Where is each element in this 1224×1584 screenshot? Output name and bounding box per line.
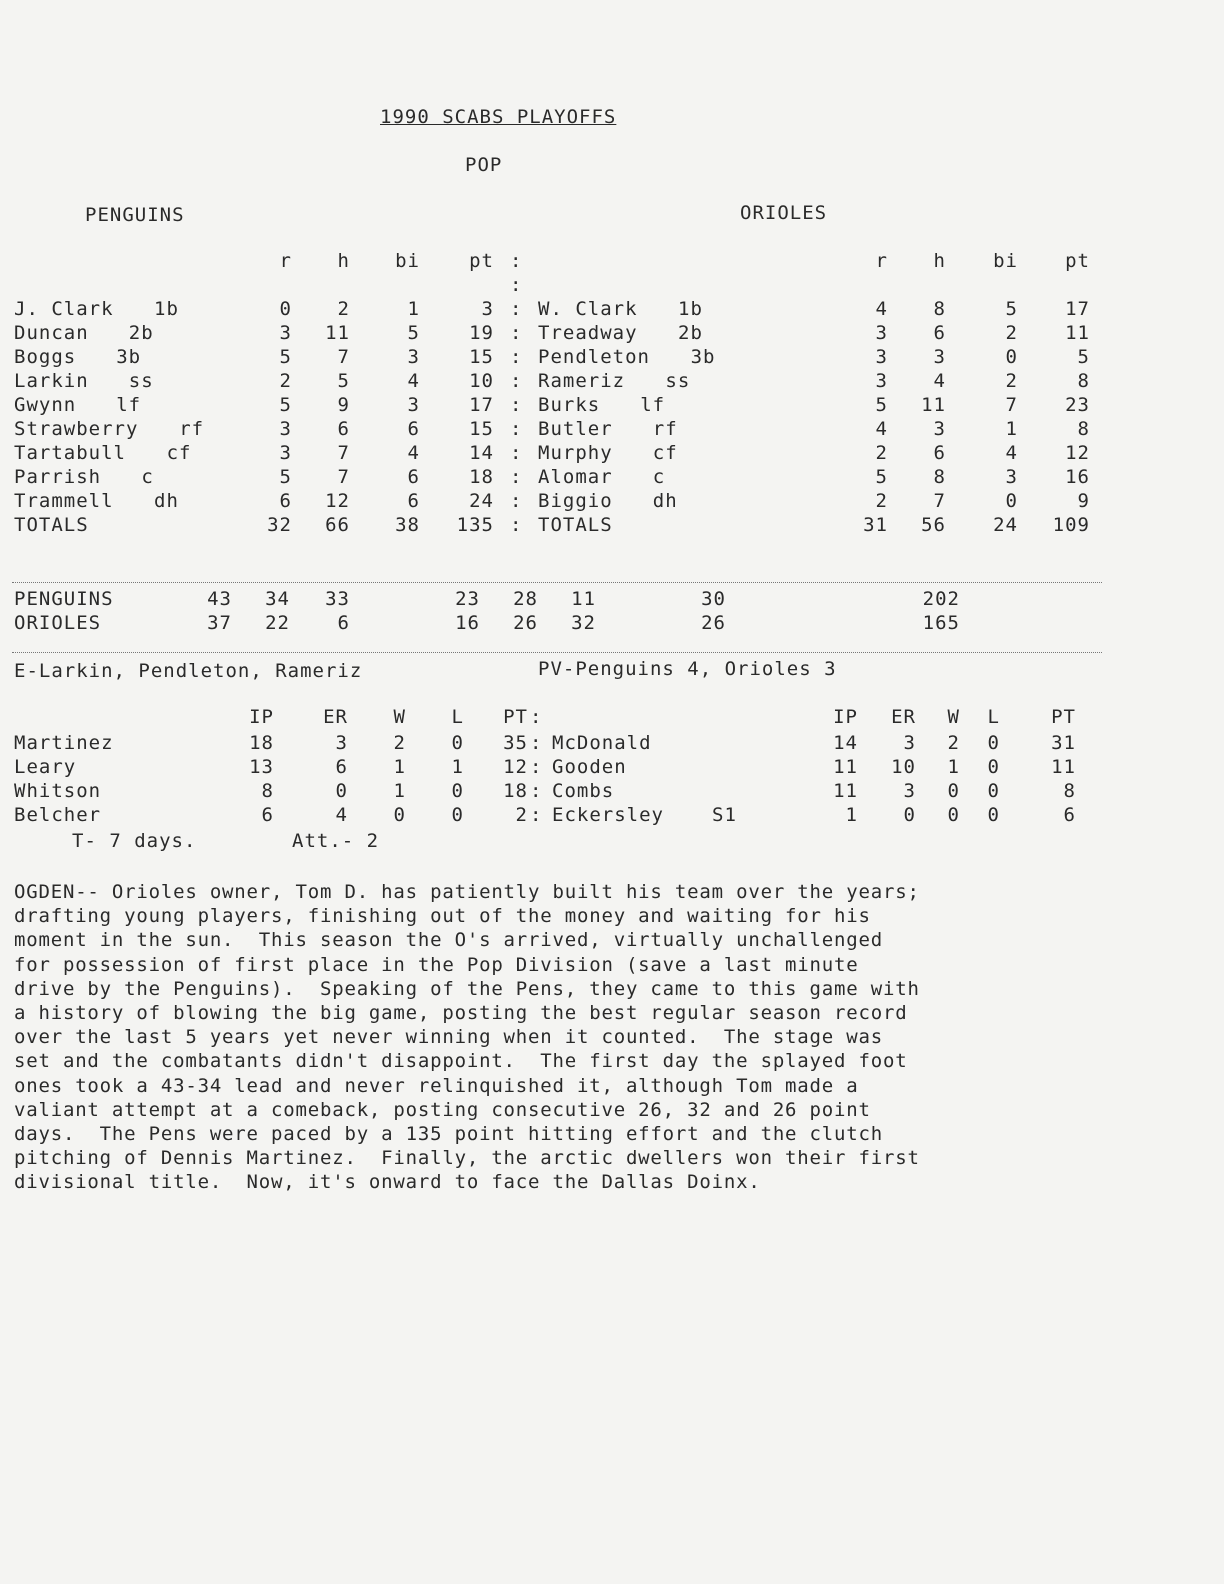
column-divider: : bbox=[510, 274, 523, 296]
stat-cell: 6 bbox=[335, 756, 348, 778]
stat-cell: 38 bbox=[395, 514, 420, 536]
column-header: IP bbox=[249, 706, 274, 728]
stat-cell: 8 bbox=[933, 298, 946, 320]
column-divider: : bbox=[510, 322, 523, 344]
stat-cell: 1 bbox=[947, 756, 960, 778]
column-header: h bbox=[933, 250, 946, 272]
day-score: 23 bbox=[455, 588, 480, 610]
player-position: c bbox=[141, 466, 154, 488]
stat-cell: 3 bbox=[903, 780, 916, 802]
column-divider: : bbox=[530, 780, 543, 802]
stat-cell: 4 bbox=[407, 370, 420, 392]
stat-cell: 0 bbox=[903, 804, 916, 826]
stat-cell: 14 bbox=[469, 442, 494, 464]
stat-cell: 7 bbox=[337, 346, 350, 368]
player-name: TOTALS bbox=[538, 514, 613, 536]
stat-cell: 2 bbox=[279, 370, 292, 392]
column-divider: : bbox=[510, 418, 523, 440]
day-score: 32 bbox=[571, 612, 596, 634]
day-score: 37 bbox=[207, 612, 232, 634]
stat-cell: 56 bbox=[921, 514, 946, 536]
stat-cell: 3 bbox=[933, 418, 946, 440]
stat-cell: 4 bbox=[335, 804, 348, 826]
stat-cell: 32 bbox=[267, 514, 292, 536]
player-position: 2b bbox=[128, 322, 154, 344]
column-header: W bbox=[393, 706, 406, 728]
stat-cell: 11 bbox=[833, 780, 858, 802]
column-header: bi bbox=[395, 250, 420, 272]
player-position: dh bbox=[652, 490, 678, 512]
stat-cell: 31 bbox=[1051, 732, 1076, 754]
stat-cell: 15 bbox=[469, 418, 494, 440]
player-name: W. Clark bbox=[538, 298, 638, 320]
stat-cell: 0 bbox=[1005, 490, 1018, 512]
column-header: L bbox=[451, 706, 464, 728]
stat-cell: 135 bbox=[456, 514, 494, 536]
column-header: PT bbox=[1051, 706, 1076, 728]
stat-cell: 6 bbox=[1063, 804, 1076, 826]
player-position: 2b bbox=[678, 322, 703, 344]
stat-cell: 3 bbox=[903, 732, 916, 754]
stat-cell: 6 bbox=[261, 804, 274, 826]
column-header: h bbox=[337, 250, 350, 272]
stat-cell: 0 bbox=[1005, 346, 1018, 368]
day-score: 26 bbox=[513, 612, 538, 634]
player-position: dh bbox=[154, 490, 179, 512]
player-position: ss bbox=[665, 370, 691, 392]
stat-cell: 3 bbox=[875, 346, 888, 368]
stat-cell: 4 bbox=[933, 370, 946, 392]
column-divider: : bbox=[510, 442, 523, 464]
player-name: Alomar bbox=[538, 466, 613, 488]
player-name: Larkin bbox=[14, 370, 89, 392]
page-title: 1990 SCABS PLAYOFFS bbox=[380, 106, 617, 128]
column-divider: : bbox=[510, 490, 523, 512]
stat-cell: 1 bbox=[1005, 418, 1018, 440]
day-score: 16 bbox=[455, 612, 480, 634]
stat-cell: 16 bbox=[1065, 466, 1090, 488]
column-header: pt bbox=[1065, 250, 1090, 272]
penguins-heading: PENGUINS bbox=[85, 204, 185, 226]
player-name: Biggio bbox=[538, 490, 613, 512]
division-heading: POP bbox=[465, 154, 503, 176]
stat-cell: 10 bbox=[891, 756, 916, 778]
column-divider: : bbox=[530, 732, 543, 754]
pitcher-name: Eckersley bbox=[552, 804, 664, 826]
stat-cell: 3 bbox=[407, 346, 420, 368]
pv-line: PV-Penguins 4, Orioles 3 bbox=[538, 658, 837, 680]
stat-cell: 6 bbox=[933, 322, 946, 344]
column-header: r bbox=[875, 250, 888, 272]
stat-cell: 13 bbox=[249, 756, 274, 778]
stat-cell: 1 bbox=[393, 780, 406, 802]
stat-cell: 12 bbox=[503, 756, 528, 778]
column-header: ER bbox=[323, 706, 348, 728]
stat-cell: 2 bbox=[1005, 370, 1018, 392]
time-of-game: T- 7 days. bbox=[72, 830, 197, 852]
player-position: 3b bbox=[116, 346, 142, 368]
player-name: Parrish bbox=[14, 466, 102, 488]
stat-cell: 3 bbox=[875, 370, 888, 392]
pitcher-name: Gooden bbox=[552, 756, 627, 778]
player-name: Treadway bbox=[538, 322, 638, 344]
column-header: ER bbox=[891, 706, 916, 728]
stat-cell: 3 bbox=[1005, 466, 1018, 488]
stat-cell: 9 bbox=[1077, 490, 1090, 512]
team-name: ORIOLES bbox=[14, 612, 102, 634]
player-name: Duncan bbox=[14, 322, 89, 344]
stat-cell: 2 bbox=[515, 804, 528, 826]
player-name: Pendleton bbox=[538, 346, 650, 368]
column-header: pt bbox=[469, 250, 494, 272]
stat-cell: 8 bbox=[1063, 780, 1076, 802]
player-name: Strawberry bbox=[14, 418, 139, 440]
stat-cell: 2 bbox=[393, 732, 406, 754]
column-divider: : bbox=[510, 346, 523, 368]
pitcher-name: Whitson bbox=[14, 780, 102, 802]
stat-cell: 6 bbox=[337, 418, 350, 440]
stat-cell: 8 bbox=[261, 780, 274, 802]
stat-cell: 6 bbox=[933, 442, 946, 464]
stat-cell: 0 bbox=[451, 732, 464, 754]
player-name: TOTALS bbox=[14, 514, 89, 536]
stat-cell: 12 bbox=[325, 490, 350, 512]
stat-cell: 3 bbox=[279, 322, 292, 344]
column-divider: : bbox=[530, 706, 543, 728]
stat-cell: 0 bbox=[987, 756, 1000, 778]
player-name: Boggs bbox=[14, 346, 77, 368]
column-divider: : bbox=[510, 394, 523, 416]
player-position: rf bbox=[652, 418, 678, 440]
stat-cell: 18 bbox=[503, 780, 528, 802]
stat-cell: 6 bbox=[407, 466, 420, 488]
player-position: cf bbox=[166, 442, 192, 464]
stat-cell: 5 bbox=[279, 346, 292, 368]
column-divider: : bbox=[510, 298, 523, 320]
stat-cell: 8 bbox=[933, 466, 946, 488]
stat-cell: 2 bbox=[875, 442, 888, 464]
player-position: lf bbox=[116, 394, 142, 416]
player-name: Butler bbox=[538, 418, 613, 440]
column-header: IP bbox=[833, 706, 858, 728]
stat-cell: 5 bbox=[407, 322, 420, 344]
stat-cell: 0 bbox=[947, 804, 960, 826]
total-score: 165 bbox=[922, 612, 960, 634]
stat-cell: 0 bbox=[451, 780, 464, 802]
player-name: Rameriz bbox=[538, 370, 626, 392]
stat-cell: 1 bbox=[451, 756, 464, 778]
stat-cell: 35 bbox=[503, 732, 528, 754]
stat-cell: 8 bbox=[1077, 418, 1090, 440]
stat-cell: 8 bbox=[1077, 370, 1090, 392]
player-position: ss bbox=[128, 370, 154, 392]
day-score: 28 bbox=[513, 588, 538, 610]
pitcher-name: McDonald bbox=[552, 732, 652, 754]
save-note: S1 bbox=[712, 804, 737, 826]
stat-cell: 9 bbox=[337, 394, 350, 416]
stat-cell: 19 bbox=[469, 322, 494, 344]
player-name: J. Clark bbox=[14, 298, 114, 320]
stat-cell: 6 bbox=[407, 490, 420, 512]
player-name: Gwynn bbox=[14, 394, 77, 416]
attendance: Att.- 2 bbox=[292, 830, 380, 852]
stat-cell: 7 bbox=[933, 490, 946, 512]
stat-cell: 0 bbox=[947, 780, 960, 802]
column-divider: : bbox=[510, 466, 523, 488]
team-name: PENGUINS bbox=[14, 588, 114, 610]
stat-cell: 3 bbox=[335, 732, 348, 754]
stat-cell: 7 bbox=[1005, 394, 1018, 416]
player-position: rf bbox=[179, 418, 205, 440]
stat-cell: 18 bbox=[469, 466, 494, 488]
stat-cell: 1 bbox=[407, 298, 420, 320]
stat-cell: 11 bbox=[1065, 322, 1090, 344]
stat-cell: 0 bbox=[987, 732, 1000, 754]
stat-cell: 11 bbox=[325, 322, 350, 344]
stat-cell: 4 bbox=[875, 418, 888, 440]
stat-cell: 5 bbox=[337, 370, 350, 392]
stat-cell: 15 bbox=[469, 346, 494, 368]
column-header: r bbox=[279, 250, 292, 272]
stat-cell: 3 bbox=[481, 298, 494, 320]
stat-cell: 2 bbox=[1005, 322, 1018, 344]
errors-line: E-Larkin, Pendleton, Rameriz bbox=[14, 660, 363, 682]
player-position: cf bbox=[652, 442, 678, 464]
stat-cell: 18 bbox=[249, 732, 274, 754]
player-position: c bbox=[652, 466, 666, 488]
stat-cell: 10 bbox=[469, 370, 494, 392]
stat-cell: 0 bbox=[279, 298, 292, 320]
stat-cell: 3 bbox=[407, 394, 420, 416]
stat-cell: 5 bbox=[279, 394, 292, 416]
stat-cell: 2 bbox=[947, 732, 960, 754]
stat-cell: 1 bbox=[845, 804, 858, 826]
stat-cell: 7 bbox=[337, 466, 350, 488]
player-position: 3b bbox=[690, 346, 716, 368]
player-position: 1b bbox=[678, 298, 703, 320]
stat-cell: 66 bbox=[325, 514, 350, 536]
stat-cell: 1 bbox=[393, 756, 406, 778]
day-score: 30 bbox=[701, 588, 726, 610]
day-score: 26 bbox=[701, 612, 726, 634]
stat-cell: 31 bbox=[863, 514, 888, 536]
pitcher-name: Belcher bbox=[14, 804, 102, 826]
stat-cell: 11 bbox=[833, 756, 858, 778]
pitcher-name: Leary bbox=[14, 756, 77, 778]
player-position: 1b bbox=[154, 298, 179, 320]
player-position: lf bbox=[640, 394, 666, 416]
stat-cell: 5 bbox=[279, 466, 292, 488]
day-score: 34 bbox=[265, 588, 290, 610]
stat-cell: 0 bbox=[987, 780, 1000, 802]
stat-cell: 0 bbox=[987, 804, 1000, 826]
stat-cell: 5 bbox=[875, 394, 888, 416]
stat-cell: 17 bbox=[1065, 298, 1090, 320]
stat-cell: 24 bbox=[469, 490, 494, 512]
column-header: W bbox=[947, 706, 960, 728]
orioles-heading: ORIOLES bbox=[740, 202, 828, 224]
stat-cell: 5 bbox=[875, 466, 888, 488]
divider-line bbox=[12, 652, 1102, 653]
stat-cell: 5 bbox=[1005, 298, 1018, 320]
stat-cell: 11 bbox=[921, 394, 946, 416]
stat-cell: 12 bbox=[1065, 442, 1090, 464]
player-name: Murphy bbox=[538, 442, 613, 464]
stat-cell: 14 bbox=[833, 732, 858, 754]
player-name: Trammell bbox=[14, 490, 114, 512]
day-score: 11 bbox=[571, 588, 596, 610]
game-story: OGDEN-- Orioles owner, Tom D. has patiently built his team over the years; drafting young players, finishing out of the money and waiting for his moment in the sun. This season the O's arrived, virtually unchallenged for possession of first place in the Pop Division (save a last minute drive by the Penguins). Speaking of the Pens, they came to this game with a history of blowing the big game, posting the best regular season record over the last 5 years yet never winning when it counted. The stage was set and the combatants didn't disappoint. The first day the splayed foot ones took a 43-34 lead and never relinquished it, although Tom made a valiant attempt at a comeback, posting consecutive 26, 32 and 26 point days. The Pens were paced by a 135 point hitting effort and the clutch pitching of Dennis Martinez. Finally, the arctic dwellers won their first divisional title. Now, it's onward to face the Dallas Doinx. bbox=[14, 881, 920, 1194]
column-header: bi bbox=[993, 250, 1018, 272]
stat-cell: 23 bbox=[1065, 394, 1090, 416]
day-score: 33 bbox=[325, 588, 350, 610]
player-name: Tartabull bbox=[14, 442, 126, 464]
stat-cell: 2 bbox=[337, 298, 350, 320]
column-header: L bbox=[987, 706, 1000, 728]
player-name: Burks bbox=[538, 394, 601, 416]
stat-cell: 5 bbox=[1077, 346, 1090, 368]
total-score: 202 bbox=[922, 588, 960, 610]
stat-cell: 6 bbox=[407, 418, 420, 440]
stat-cell: 3 bbox=[933, 346, 946, 368]
pitcher-name: Combs bbox=[552, 780, 615, 802]
day-score: 22 bbox=[265, 612, 290, 634]
day-score: 43 bbox=[207, 588, 232, 610]
column-divider: : bbox=[510, 370, 523, 392]
stat-cell: 0 bbox=[451, 804, 464, 826]
stat-cell: 11 bbox=[1051, 756, 1076, 778]
column-divider: : bbox=[510, 514, 523, 536]
column-header: PT bbox=[503, 706, 528, 728]
stat-cell: 4 bbox=[407, 442, 420, 464]
column-divider: : bbox=[510, 250, 523, 272]
day-score: 6 bbox=[337, 612, 350, 634]
stat-cell: 4 bbox=[875, 298, 888, 320]
stat-cell: 0 bbox=[393, 804, 406, 826]
stat-cell: 3 bbox=[279, 442, 292, 464]
stat-cell: 6 bbox=[279, 490, 292, 512]
stat-cell: 0 bbox=[335, 780, 348, 802]
stat-cell: 109 bbox=[1052, 514, 1090, 536]
stat-cell: 17 bbox=[469, 394, 494, 416]
stat-cell: 3 bbox=[279, 418, 292, 440]
stat-cell: 7 bbox=[337, 442, 350, 464]
column-divider: : bbox=[530, 804, 543, 826]
stat-cell: 4 bbox=[1005, 442, 1018, 464]
pitcher-name: Martinez bbox=[14, 732, 114, 754]
divider-line bbox=[12, 582, 1102, 583]
stat-cell: 24 bbox=[993, 514, 1018, 536]
stat-cell: 2 bbox=[875, 490, 888, 512]
stat-cell: 3 bbox=[875, 322, 888, 344]
column-divider: : bbox=[530, 756, 543, 778]
